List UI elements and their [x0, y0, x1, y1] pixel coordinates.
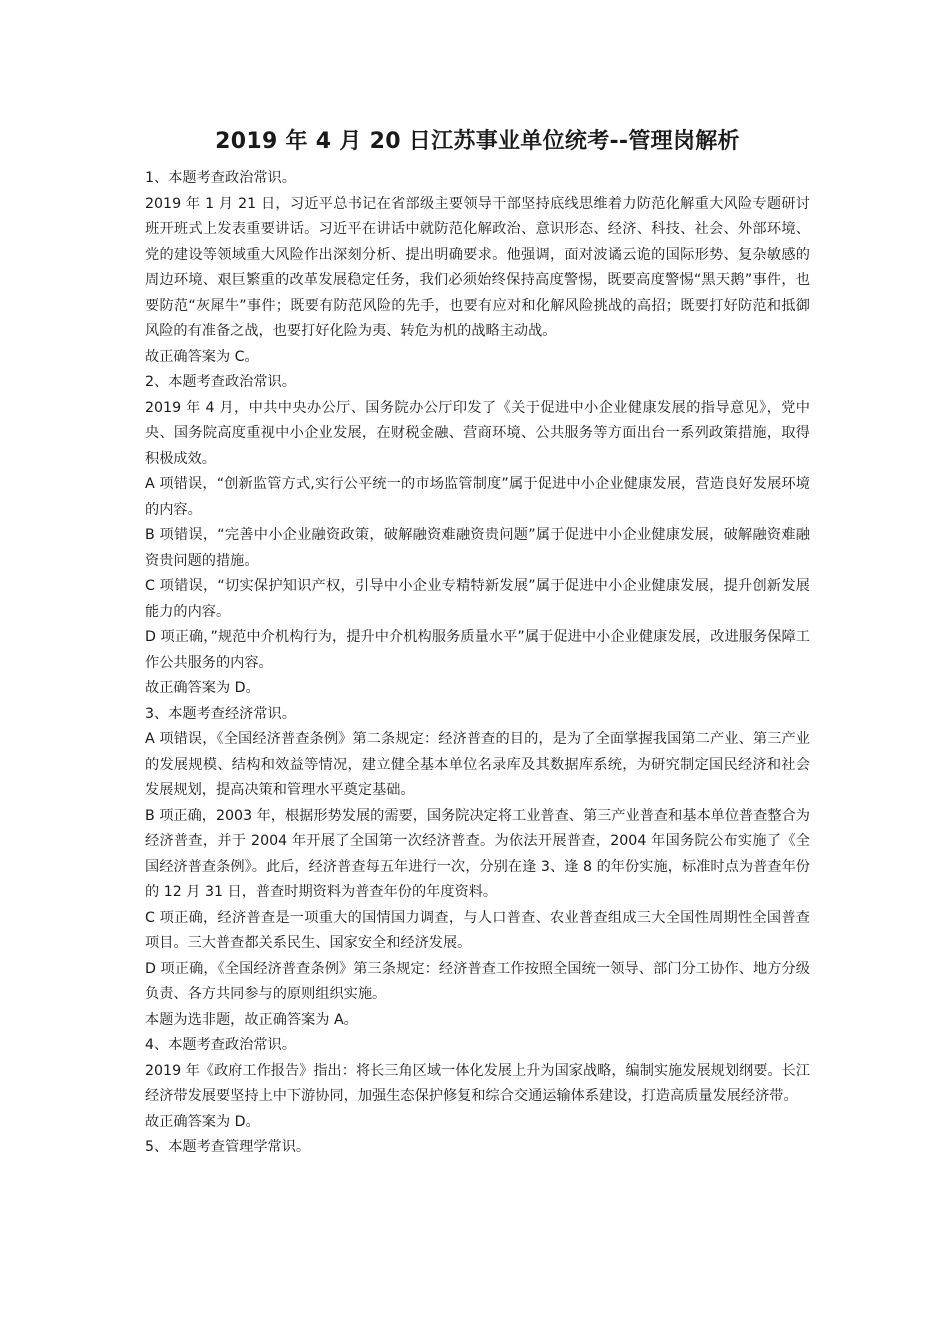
- question-3-option-d: D 项正确，《全国经济普查条例》第三条规定：经济普查工作按照全国统一领导、部门分工协作、地方分级负责、各方共同参与的原则组织实施。: [145, 960, 810, 1002]
- question-4-heading: 4、本题考查政治常识。: [145, 1037, 296, 1053]
- question-2-explanation: 2019 年 4 月，中共中央办公厅、国务院办公厅印发了《关于促进中小企业健康发展的指导意见》，党中央、国务院高度重视中小企业发展，在财税金融、营商环境、公共服务等方面出台一系列政策措施，取得积极成效。: [145, 399, 810, 467]
- question-1-answer: 故正确答案为 C。: [145, 348, 259, 365]
- question-2-option-d: D 项正确，”规范中介机构行为，提升中介机构服务质量水平”属于促进中小企业健康发展，改进服务保障工作公共服务的内容。: [145, 629, 810, 671]
- question-4-answer: 故正确答案为 D。: [145, 1113, 260, 1130]
- document-title: 2019 年 4 月 20 日江苏事业单位统考--管理岗解析: [215, 129, 740, 154]
- question-2-option-b: B 项错误，“完善中小企业融资政策，破解融资难融资贵问题”属于促进中小企业健康发展，破解融资难融资贵问题的措施。: [145, 527, 810, 569]
- question-2-option-a: A 项错误，“创新监管方式,实行公平统一的市场监管制度”属于促进中小企业健康发展，营造良好发展环境的内容。: [145, 476, 810, 518]
- question-3-option-c: C 项正确，经济普查是一项重大的国情国力调查，与人口普查、农业普查组成三大全国性周期性全国普查项目。三大普查都关系民生、国家安全和经济发展。: [145, 909, 810, 951]
- question-3-option-a: A 项错误，《全国经济普查条例》第二条规定：经济普查的目的，是为了全面掌握我国第二产业、第三产业的发展规模、结构和效益等情况，建立健全基本单位名录库及其数据库系统，为研究制定国民经济和社会发展规划，提高决策和管理水平奠定基础。: [145, 731, 810, 798]
- question-2-answer: 故正确答案为 D。: [145, 680, 260, 696]
- question-1-explanation: 2019 年 1 月 21 日，习近平总书记在省部级主要领导干部坚持底线思维着力防范化解重大风险专题研讨班开班式上发表重要讲话。习近平在讲话中就防范化解政治、意识形态、经济、科技、社会、外部环境、党的建设等领域重大风险作出深刻分析、提出明确要求。他强调，面对波谲云诡的国际形势、复杂敏感的周边环境、艰巨繁重的改革发展稳定任务，我们必须始终保持高度警惕，既要高度警惕“黑天鹅”事件，也要防范“灰犀牛”事件；既要有防范风险的先手，也要有应对和化解风险挑战的高招；既要打好防范和抵御风险的有准备之战，也要打好化险为夷、转危为机的战略主动战。: [145, 195, 810, 339]
- question-1-heading: 1、本题考查政治常识。: [145, 170, 296, 186]
- document-page: [145, 124, 810, 1161]
- question-4-explanation: 2019 年《政府工作报告》指出：将长三角区域一体化发展上升为国家战略，编制实施发展规划纲要。长江经济带发展要坚持上中下游协同，加强生态保护修复和综合交通运输体系建设，打造高质量发展经济带。: [145, 1062, 810, 1104]
- question-5-heading: 5、本题考查管理学常识。: [145, 1139, 311, 1155]
- question-2-heading: 2、本题考查政治常识。: [145, 374, 296, 390]
- question-3-option-b: B 项正确，2003 年，根据形势发展的需要，国务院决定将工业普查、第三产业普查和基本单位普查整合为经济普查，并于 2004 年开展了全国第一次经济普查。为依法开展普查，2004 年国务院公布实施了《全国经济普查条例》。此后，经济普查每五年进行一次，分别在逢 3、逢 8 的年份实施，标准时点为普查年份的 12 月 31 日，普查时期资料为普查年份的年度资料。: [145, 807, 810, 900]
- question-3-answer: 本题为选非题，故正确答案为 A。: [145, 1011, 358, 1028]
- question-3-heading: 3、本题考查经济常识。: [145, 705, 296, 722]
- question-2-option-c: C 项错误，“切实保护知识产权，引导中小企业专精特新发展”属于促进中小企业健康发展，提升创新发展能力的内容。: [145, 578, 810, 620]
